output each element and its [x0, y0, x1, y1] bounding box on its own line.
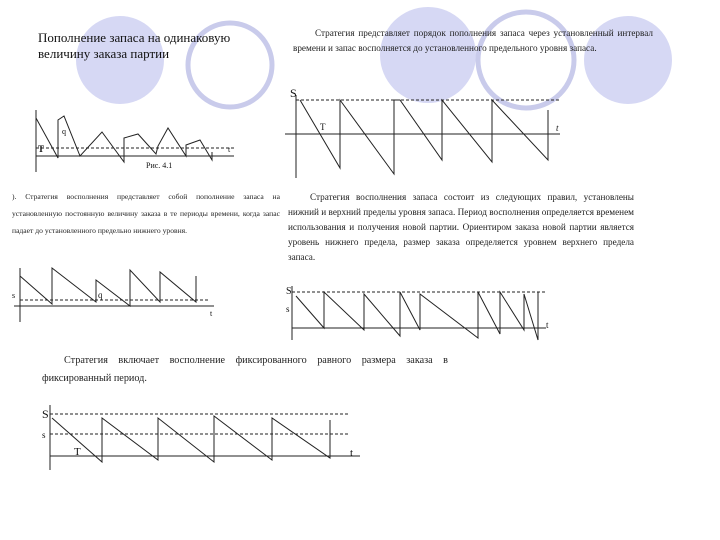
text-middle-right-content: Стратегия восполнения запаса состоит из следующих правил, установлены нижний и верхний пределы уровня запаса. Период восполнения определяется временем использования и получения новой партии. Ориентиром заказа новой партии является уровень нижнего предела, размер заказа определяется уровнем верхнего предела запаса. — [288, 192, 634, 262]
graph-5-sawtooth — [52, 416, 330, 462]
graph-1-label-q: q — [62, 127, 66, 136]
graph-2 — [285, 95, 560, 178]
graph-3-label-s: s — [12, 291, 16, 300]
graph-3 — [14, 268, 214, 322]
text-top-right-content: Стратегия представляет порядок пополнения запаса через установленный интервал времени и запас восполняется до установленного предельного уровня запаса. — [293, 28, 653, 53]
text-bottom-content: Стратегия включает восполнение фиксированного равного размера заказа в фиксированный период. — [42, 355, 448, 384]
graph-4-sawtooth — [296, 292, 538, 340]
graph-4 — [292, 286, 546, 340]
graph-4-label-s: s — [286, 304, 290, 314]
graph-1-label-T: T — [38, 144, 45, 154]
slide-title: Пополнение запаса на одинаковую величину заказа партии — [38, 30, 231, 61]
graph-2-label-t: t — [556, 123, 559, 133]
graph-5 — [50, 405, 360, 470]
graph-1-figure-caption: Рис. 4.1 — [146, 161, 173, 170]
graph-3-label-q: q — [98, 290, 103, 300]
graph-2-label-S: S — [290, 86, 297, 100]
graph-5-label-T: T — [74, 446, 81, 458]
graph-1-label-t: t — [228, 145, 231, 154]
graph-4-label-t: t — [546, 320, 549, 330]
graph-4-label-S: S — [286, 286, 292, 297]
graph-5-label-s: s — [42, 430, 46, 440]
graph-1 — [36, 110, 234, 172]
graph-2-sawtooth — [300, 100, 548, 174]
graph-1-sawtooth — [36, 116, 212, 162]
graph-5-label-S: S — [42, 407, 49, 421]
graph-3-label-t: t — [210, 309, 213, 318]
graph-5-label-t: t — [350, 447, 354, 459]
text-middle-left: ). Стратегия восполнения представляет собой пополнение запаса на установленную постоянную величину заказа в те периоды времени, когда запас падает до установленного предельно нижнего уровня. — [12, 192, 280, 235]
graph-2-label-T: T — [320, 122, 326, 132]
